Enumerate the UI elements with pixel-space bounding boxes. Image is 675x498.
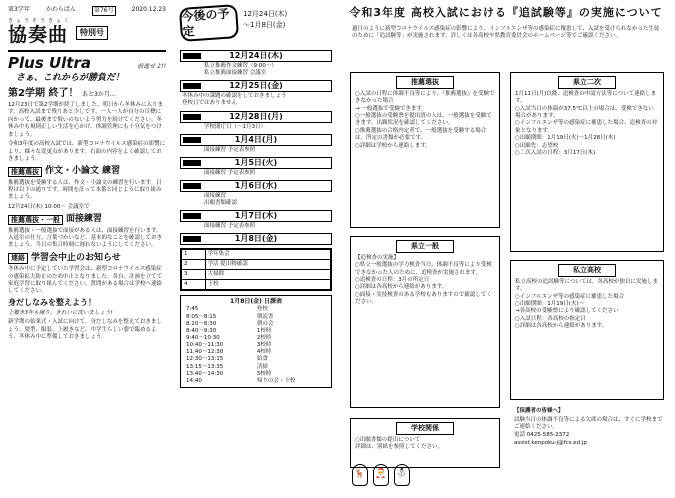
timetable-title: 1月8日(金) 日課表	[230, 297, 282, 305]
opening-day-box	[180, 248, 332, 291]
time-cell: 7:45	[186, 306, 199, 313]
activity-cell: 大掃除	[205, 270, 330, 280]
term-heading-text: 第2学期 終了！	[8, 87, 79, 99]
opening-day-table	[181, 249, 331, 290]
box-body: 私立高校の追試験等については、各高校が独自に実施します。 ○インフルエンザ等の感染症に罹患した場合 ○出願期間：1月19日(火)～ →各高校の受験票により確認してください ○入試日程：各高校の指定日 ○詳細は各高校から連絡があります。	[515, 278, 658, 330]
time-cell: 8:20～8:30	[186, 320, 217, 327]
table-row	[182, 280, 331, 290]
section-cancel-heading	[8, 253, 166, 264]
day-events: 面接練習 予定表参照	[204, 169, 256, 176]
box-public-second	[510, 72, 664, 252]
box-body: ○出願書類の提出について 詳細は、別紙を参照してください。	[355, 436, 444, 451]
period-cell: 3	[182, 270, 206, 280]
box-title: 県立一般	[396, 240, 454, 253]
guardian-notice	[514, 408, 666, 447]
schedule-day	[180, 80, 332, 108]
table-row	[184, 335, 328, 342]
box-recommendation	[350, 72, 500, 228]
schedule-day	[180, 233, 332, 245]
day-label: 1月4日(月)	[180, 134, 332, 146]
issue-date: 2020.12.23	[131, 6, 166, 13]
grooming-heading: 身だしなみを整えよう！	[8, 297, 96, 307]
issue-meta	[8, 6, 166, 16]
grooming-sub: 上履き3年も縁り、きれいに洗いましょう!	[8, 309, 113, 316]
table-row	[182, 260, 331, 270]
divider	[8, 50, 166, 52]
section-essay-title: 作文・小論文 練習	[45, 166, 121, 177]
schedule-day	[180, 111, 332, 132]
period-cell: 5校時	[256, 370, 272, 377]
santa-icon: 🎅	[373, 464, 389, 486]
activity-cell: 学活 提出物確認	[205, 260, 330, 270]
grade-label: 第3学年	[8, 6, 30, 13]
time-cell: 11:40～12:30	[186, 349, 224, 356]
period-cell: 朝の会	[256, 320, 274, 327]
section-cancel-text: 冬休み中に予定していた学習会は、新型コロナウイルス感染症の感染拡大防止のため中止となりました。各自、計画を立てて家庭学習に取り組んでください。質問がある場合は学校へ連絡してください。	[8, 266, 163, 295]
section-interview-tag: 推薦選抜・一般	[8, 215, 63, 226]
schedule-range	[243, 9, 287, 31]
table-row	[184, 364, 328, 371]
day-events: 面接練習 予定表参照	[204, 223, 256, 230]
activity-cell: 学年集会	[205, 250, 330, 260]
schedule-day	[180, 157, 332, 178]
table-row	[184, 314, 328, 321]
day-label: 1月7日(木)	[180, 210, 332, 222]
box-private	[510, 260, 664, 400]
section-essay-heading	[8, 166, 166, 177]
term-paragraph: 12月23日で第2学期が終了しました。明日から冬休みに入ります。高校入試まで残りあと少しです。一人一人が自分の目標に向かって、最後まで悔いのないよう努力を続けてください。冬休み中も規則正しい生活を心がけ、体調管理にも十分気をつけましょう。	[8, 102, 163, 138]
section-cancel-title: 学習会中止のお知らせ	[31, 252, 121, 263]
term-heading-sub: あと3か月…	[81, 90, 116, 98]
section-interview-text: 推薦選抜・一般選抜で面接がある人は、面接練習を行います。入退室の仕方、言葉づかいなど、基本的なことを確認しておきましょう。当日の集合時刻に遅れないようにしてください。	[8, 227, 163, 249]
table-row	[184, 356, 328, 363]
kick-phrase: さぁ、これからが勝負だ！	[16, 73, 125, 84]
left-column	[8, 6, 166, 492]
term-heading	[8, 88, 166, 101]
schedule-day	[180, 210, 332, 231]
schedule-range-from: 12月24日(木)	[243, 10, 288, 18]
day-label: 12月28日(月)	[180, 111, 332, 123]
schedule-day	[180, 50, 332, 78]
snowman-icon: ⛄	[394, 464, 410, 486]
table-row	[184, 371, 328, 378]
day-events: 面接練習 予定表参照	[204, 146, 256, 153]
timetable-box	[180, 295, 332, 388]
box-title: 学校関係	[396, 422, 454, 435]
time-cell: 8:40～9:30	[186, 327, 217, 334]
period-cell: 4	[182, 280, 206, 290]
circle-label: かわらばん	[45, 6, 76, 13]
time-cell: 10:40～11:30	[186, 342, 224, 349]
time-cell: 14:40	[186, 377, 202, 384]
day-label: 1月5日(火)	[180, 157, 332, 169]
box-body: 【追検査の実施】 ○県立一般選抜の学力検査当日、体調不良等により受検できなかった人のために、追検査が実施されます。 ○追検査の日程：3月の所定日 ○詳細は各高校から連絡があります。 ○面接・実技検査のある学校もありますので確認してください。	[355, 254, 492, 306]
section-essay-time: 12月24日(木) 10:00～ 会議室で	[8, 203, 90, 210]
period-cell: 1校時	[256, 327, 272, 334]
day-events: 学校閉庁日（～1月3日）	[204, 123, 266, 130]
special-stamp: 特別号	[76, 26, 108, 40]
section-essay-text: 推薦選抜を受験する人は、作文・小論文の練習を行います。日程は以下の通りです。時間を計って本番と同じように取り組みましょう。	[8, 179, 162, 201]
time-cell: 13:40～14:30	[186, 370, 224, 377]
entrance-exam-section	[344, 6, 668, 492]
schedule-day	[180, 134, 332, 155]
section-essay-tag: 推薦選抜	[8, 167, 42, 178]
table-row	[182, 270, 331, 280]
newsletter-title: 協奏曲	[8, 23, 69, 46]
reindeer-icon: 🦌	[352, 464, 368, 486]
contact-email: assist.kenpoku-j@fcs.ed.jp	[514, 439, 587, 446]
grooming-text: 新学期の始業式・入試に向けて、身だしなみを整えておきましょう。髪型、服装、上履きなど、中学生らしい姿で臨めるよう、冬休み中に準備しておきましょう。	[8, 319, 162, 341]
day-label: 12月25日(金)	[180, 80, 332, 92]
section-interview-title: 面接練習	[66, 214, 103, 225]
day-label: 1月6日(水)	[180, 180, 332, 192]
day-label: 12月24日(木)	[180, 50, 332, 62]
table-row	[184, 328, 328, 335]
time-cell: 8:05～8:15	[186, 313, 217, 320]
table-row	[184, 349, 328, 356]
timetable	[184, 306, 328, 385]
table-row	[184, 342, 328, 349]
time-cell: 9:40～10:30	[186, 334, 220, 341]
table-row	[182, 250, 331, 260]
schedule-range-to: ～1月8日(金)	[243, 21, 286, 30]
time-cell: 12:30～13:15	[186, 356, 224, 363]
guardian-notice-text: 試験当日の体調不良等による欠席の場合は、すぐに学校までご連絡ください。	[514, 416, 663, 431]
title-kana: きょうそうきょく	[8, 17, 73, 24]
period-cell: 清掃	[256, 363, 268, 370]
schedule-logo: 今後の予定	[179, 4, 239, 42]
plus-ultra-banner	[8, 54, 166, 73]
period-cell: 2	[182, 260, 206, 270]
box-body: 1月11日(月)以降、追検査の申請方法等について連絡します。 ○入試当日の体温が37.5℃以上の場合は、受検できない場合があります。 ○インフルエンザ等の感染症に罹患した場合、追検査の対象となります。 ○出願期間：1月19日(火)～1月28日(木) ○出願先：志望校 ○二次入試の日程：3月17日(木)	[515, 90, 658, 157]
day-events: 面接練習 出願書類確認	[204, 192, 238, 207]
schedule-day	[180, 180, 332, 208]
contact-phone: 電話 0425-585-2372	[514, 432, 570, 439]
activity-cell: 下校	[205, 280, 330, 290]
schedule-days	[180, 50, 332, 245]
period-cell: 給食	[256, 356, 268, 363]
box-body: ○入試の日程に体調不良等により、『推薦選抜』を受験できなかった場合 → 一般選抜で受験できます。 ○一般選抜の受験票を提出済の人は、一般選抜を受験できます。出願状況を確認してください。 ○推薦選抜の合格内定者で、一般選抜を受験する場合は、所定の書類が必要です。 ○詳細は学校から連絡します。	[355, 90, 495, 149]
box-title: 推薦選抜	[396, 76, 454, 89]
schedule-column	[180, 6, 332, 492]
table-row	[184, 378, 328, 385]
issue-number: 第76号	[93, 7, 114, 14]
box-school	[350, 418, 500, 468]
period-cell: 3校時	[256, 342, 272, 349]
exam-intro: 過日のように新型コロナウイルス感染症の影響により、インフルエンザ等の感染症に罹患して、入試を受けられなかった生徒のために「追試験等」が実施されます。詳しくは各高校や県教育委員会のホームページ等でご確認ください。	[352, 25, 660, 40]
time-cell: 13:15～13:35	[186, 363, 224, 370]
period-cell: 登校	[256, 306, 268, 313]
period-cell: 帰りの会・下校	[256, 377, 296, 384]
section-interview-heading	[8, 214, 166, 225]
box-title: 県立二次	[558, 76, 616, 89]
term-paragraph-2: 令和3年度の高校入試では、新型コロナウイルス感染症の影響により、様々な変更点があります。右面の内容をよく確認しておきましょう。	[8, 141, 166, 162]
day-events: 冬休み中の課題の確認をしておきましょう 登校日ではありません	[182, 93, 287, 107]
table-row	[184, 306, 328, 313]
period-cell: 1	[182, 250, 206, 260]
exam-main-title: 令和3年度 高校入試における『追試験等』の実施について	[349, 6, 663, 19]
box-title: 私立高校	[558, 264, 616, 277]
period-cell: 2校時	[256, 334, 272, 341]
plus-ultra-text: Plus Ultra	[8, 53, 91, 72]
box-public-general	[350, 236, 500, 408]
mascot-group	[352, 464, 410, 486]
plus-ultra-tail: 前進せよ!!	[137, 62, 166, 70]
period-cell: 朝読書	[256, 313, 274, 320]
period-cell: 4校時	[256, 349, 272, 356]
masthead	[8, 18, 166, 48]
schedule-header	[180, 6, 332, 48]
day-label: 1月8日(金)	[180, 233, 332, 245]
section-cancel-tag: 連絡	[8, 253, 28, 264]
table-row	[184, 321, 328, 328]
guardian-notice-heading: 【保護者の皆様へ】	[514, 408, 564, 414]
day-events: 私立推薦作文練習（9:00～） 私立推薦面接練習 会議室	[204, 63, 277, 77]
